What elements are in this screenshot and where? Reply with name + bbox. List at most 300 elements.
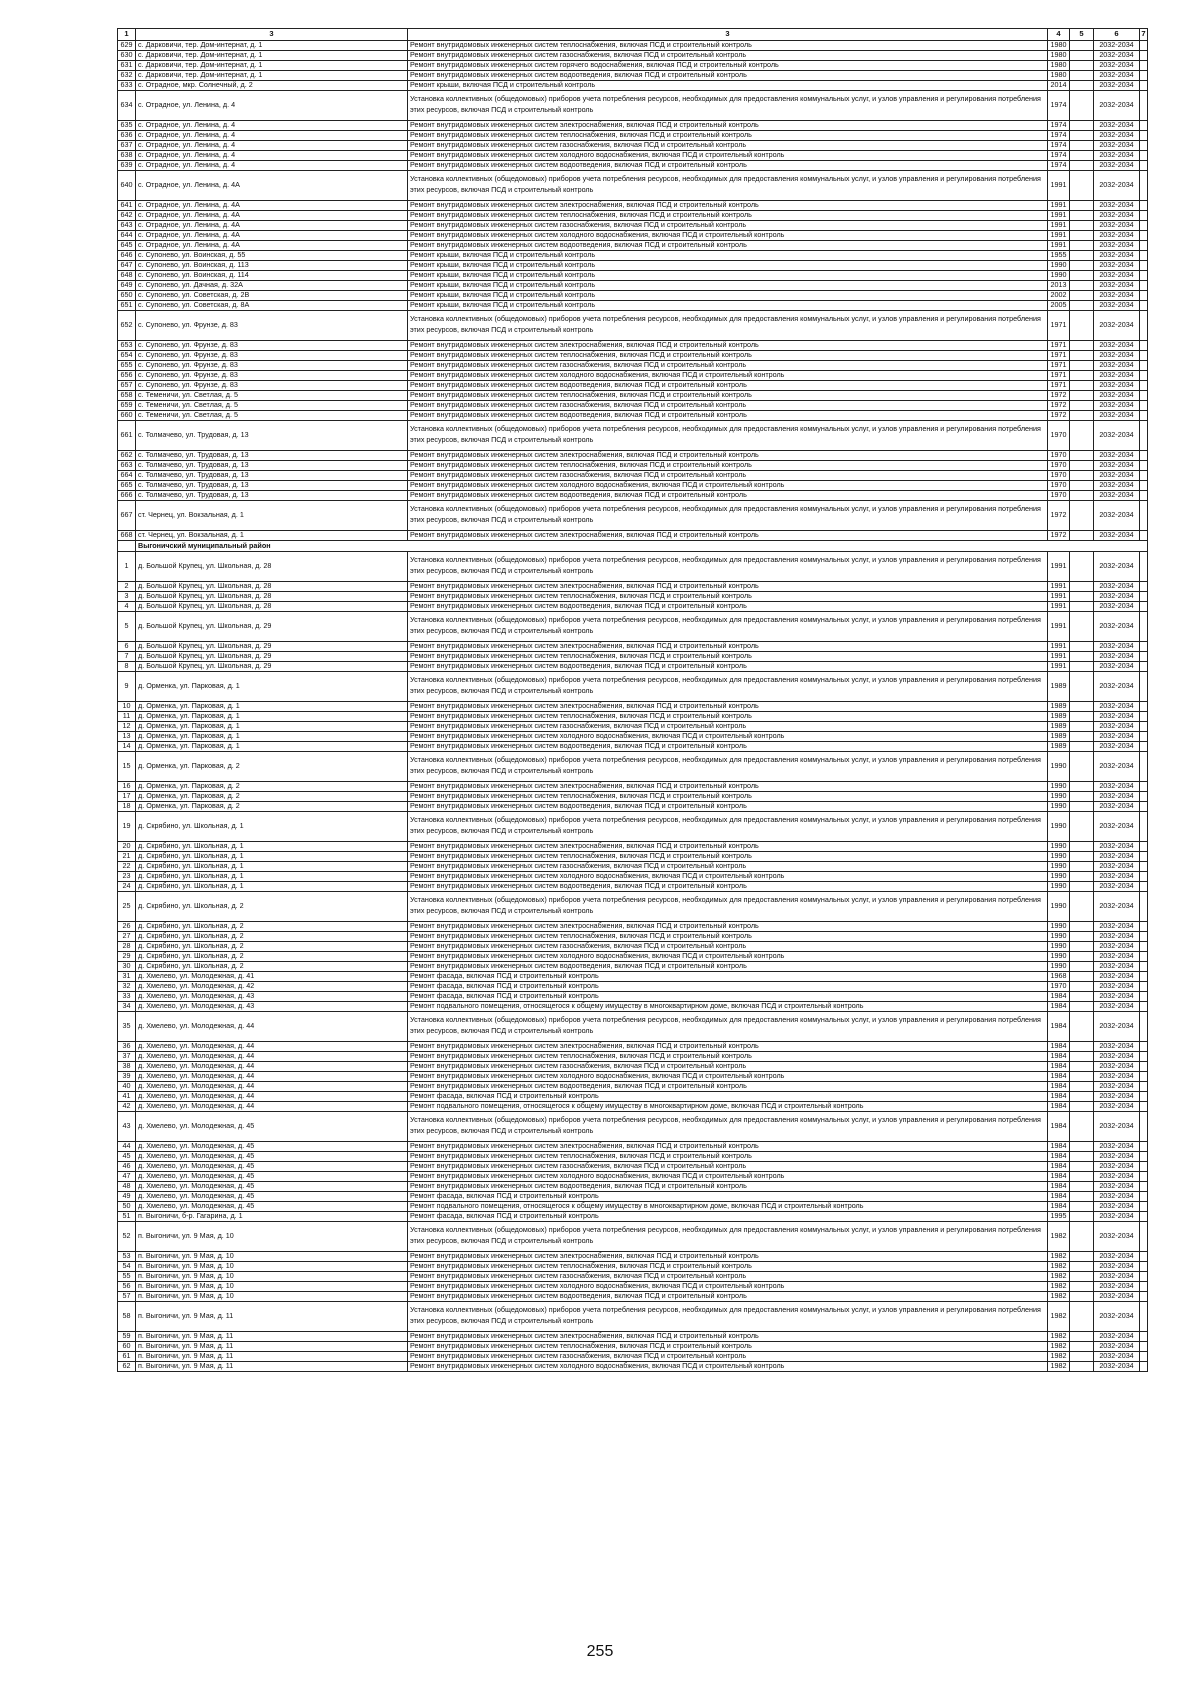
period-cell: 2032-2034 [1094, 461, 1140, 471]
row-number: 62 [118, 1362, 136, 1372]
year-cell: 1989 [1048, 722, 1070, 732]
row-number: 661 [118, 421, 136, 451]
period-cell: 2032-2034 [1094, 1182, 1140, 1192]
address-cell: д. Хмелево, ул. Молодежная, д. 44 [136, 1102, 408, 1112]
period-cell: 2032-2034 [1094, 61, 1140, 71]
year-cell: 1970 [1048, 471, 1070, 481]
work-type-cell: Ремонт внутридомовых инженерных систем водоотведения, включая ПСД и строительный контроль [408, 802, 1048, 812]
empty-col-7-cell [1140, 602, 1148, 612]
work-type-cell: Ремонт внутридомовых инженерных систем газоснабжения, включая ПСД и строительный контроль [408, 1352, 1048, 1362]
row-number: 21 [118, 852, 136, 862]
empty-col-5-cell [1070, 81, 1094, 91]
empty-col-7-cell [1140, 1142, 1148, 1152]
work-type-cell: Установка коллективных (общедомовых) приборов учета потребления ресурсов, необходимых для предоставления коммунальных услуг, и узлов управления и регулирования потребления этих ресурсов, включая ПСД и строительный контроль [408, 91, 1048, 121]
empty-col-7-cell [1140, 992, 1148, 1002]
table-row [118, 662, 1148, 672]
table-row [118, 451, 1148, 461]
empty-col-7-cell [1140, 982, 1148, 992]
empty-col-5-cell [1070, 932, 1094, 942]
row-number: 665 [118, 481, 136, 491]
work-type-cell: Ремонт подвального помещения, относящегося к общему имуществу в многоквартирном доме, включая ПСД и строительный контроль [408, 1102, 1048, 1112]
work-type-cell: Установка коллективных (общедомовых) приборов учета потребления ресурсов, необходимых для предоставления коммунальных услуг, и узлов управления и регулирования потребления этих ресурсов, включая ПСД и строительный контроль [408, 1012, 1048, 1042]
row-number: 41 [118, 1092, 136, 1102]
row-number: 650 [118, 291, 136, 301]
empty-col-5-cell [1070, 91, 1094, 121]
table-row [118, 1352, 1148, 1362]
empty-col-5-cell [1070, 1052, 1094, 1062]
empty-col-7-cell [1140, 702, 1148, 712]
table-row [118, 782, 1148, 792]
address-cell: д. Хмелево, ул. Молодежная, д. 45 [136, 1202, 408, 1212]
row-number: 55 [118, 1272, 136, 1282]
table-row [118, 271, 1148, 281]
row-number: 662 [118, 451, 136, 461]
empty-col-7-cell [1140, 411, 1148, 421]
year-cell: 1990 [1048, 782, 1070, 792]
empty-col-7-cell [1140, 1102, 1148, 1112]
address-cell: с. Отрадное, ул. Ленина, д. 4А [136, 241, 408, 251]
row-number: 34 [118, 1002, 136, 1012]
table-row [118, 882, 1148, 892]
row-number: 43 [118, 1112, 136, 1142]
empty-col-7-cell [1140, 732, 1148, 742]
table-row [118, 501, 1148, 531]
empty-col-7-cell [1140, 1062, 1148, 1072]
year-cell: 1982 [1048, 1222, 1070, 1252]
work-type-cell: Ремонт внутридомовых инженерных систем газоснабжения, включая ПСД и строительный контроль [408, 1272, 1048, 1282]
empty-col-7-cell [1140, 301, 1148, 311]
table-row [118, 1102, 1148, 1112]
year-cell: 1974 [1048, 151, 1070, 161]
address-cell: д. Хмелево, ул. Молодежная, д. 44 [136, 1082, 408, 1092]
table-row [118, 1302, 1148, 1332]
work-type-cell: Ремонт внутридомовых инженерных систем теплоснабжения, включая ПСД и строительный контроль [408, 131, 1048, 141]
table-row [118, 1072, 1148, 1082]
address-cell: с. Супонево, ул. Фрунзе, д. 83 [136, 341, 408, 351]
year-cell: 1995 [1048, 1212, 1070, 1222]
work-type-cell: Ремонт внутридомовых инженерных систем газоснабжения, включая ПСД и строительный контроль [408, 361, 1048, 371]
empty-col-5-cell [1070, 732, 1094, 742]
work-type-cell: Ремонт внутридомовых инженерных систем водоотведения, включая ПСД и строительный контроль [408, 1082, 1048, 1092]
empty-col-5-cell [1070, 421, 1094, 451]
year-cell: 1990 [1048, 812, 1070, 842]
work-type-cell: Ремонт внутридомовых инженерных систем теплоснабжения, включая ПСД и строительный контроль [408, 391, 1048, 401]
empty-col-5-cell [1070, 922, 1094, 932]
empty-col-5-cell [1070, 672, 1094, 702]
table-row [118, 201, 1148, 211]
address-cell: д. Скрябино, ул. Школьная, д. 2 [136, 922, 408, 932]
table-row [118, 982, 1148, 992]
empty-col-7-cell [1140, 361, 1148, 371]
period-cell: 2032-2034 [1094, 862, 1140, 872]
year-cell: 1982 [1048, 1292, 1070, 1302]
address-cell: с. Теменичи, ул. Светлая, д. 5 [136, 401, 408, 411]
empty-col-5-cell [1070, 241, 1094, 251]
empty-col-5-cell [1070, 782, 1094, 792]
year-cell: 1984 [1048, 1082, 1070, 1092]
empty-col-7-cell [1140, 1012, 1148, 1042]
empty-col-7-cell [1140, 1092, 1148, 1102]
address-cell: д. Большой Крупец, ул. Школьная, д. 28 [136, 602, 408, 612]
row-number: 644 [118, 231, 136, 241]
period-cell: 2032-2034 [1094, 371, 1140, 381]
row-number: 635 [118, 121, 136, 131]
row-number: 653 [118, 341, 136, 351]
empty-col-7-cell [1140, 211, 1148, 221]
year-cell: 1984 [1048, 1072, 1070, 1082]
empty-col-5-cell [1070, 411, 1094, 421]
address-cell: п. Выгоничи, ул. 9 Мая, д. 10 [136, 1282, 408, 1292]
period-cell: 2032-2034 [1094, 131, 1140, 141]
work-type-cell: Ремонт крыши, включая ПСД и строительный контроль [408, 291, 1048, 301]
year-cell: 2002 [1048, 291, 1070, 301]
work-type-cell: Ремонт подвального помещения, относящегося к общему имуществу в многоквартирном доме, включая ПСД и строительный контроль [408, 1002, 1048, 1012]
row-number: 656 [118, 371, 136, 381]
period-cell: 2032-2034 [1094, 1202, 1140, 1212]
year-cell: 1968 [1048, 972, 1070, 982]
period-cell: 2032-2034 [1094, 662, 1140, 672]
empty-col-7-cell [1140, 121, 1148, 131]
row-number: 35 [118, 1012, 136, 1042]
year-cell: 1971 [1048, 341, 1070, 351]
empty-col-7-cell [1140, 461, 1148, 471]
row-number: 646 [118, 251, 136, 261]
period-cell: 2032-2034 [1094, 81, 1140, 91]
address-cell: д. Скрябино, ул. Школьная, д. 1 [136, 842, 408, 852]
address-cell: с. Толмачево, ул. Трудовая, д. 13 [136, 451, 408, 461]
address-cell: д. Большой Крупец, ул. Школьная, д. 29 [136, 612, 408, 642]
address-cell: д. Хмелево, ул. Молодежная, д. 44 [136, 1012, 408, 1042]
address-cell: с. Дарковичи, тер. Дом-интернат, д. 1 [136, 61, 408, 71]
empty-col-5-cell [1070, 972, 1094, 982]
table-row [118, 852, 1148, 862]
empty-col-5-cell [1070, 882, 1094, 892]
year-cell: 1971 [1048, 351, 1070, 361]
year-cell: 1984 [1048, 1002, 1070, 1012]
year-cell: 1982 [1048, 1252, 1070, 1262]
empty-col-7-cell [1140, 1082, 1148, 1092]
work-type-cell: Ремонт внутридомовых инженерных систем газоснабжения, включая ПСД и строительный контроль [408, 942, 1048, 952]
address-cell: ст. Чернец, ул. Вокзальная, д. 1 [136, 501, 408, 531]
empty-col-5-cell [1070, 802, 1094, 812]
address-cell: д. Большой Крупец, ул. Школьная, д. 29 [136, 662, 408, 672]
year-cell: 2013 [1048, 281, 1070, 291]
empty-col-5-cell [1070, 1272, 1094, 1282]
table-row [118, 952, 1148, 962]
table-row [118, 962, 1148, 972]
work-type-cell: Ремонт внутридомовых инженерных систем электроснабжения, включая ПСД и строительный контроль [408, 1332, 1048, 1342]
work-type-cell: Ремонт внутридомовых инженерных систем водоотведения, включая ПСД и строительный контроль [408, 71, 1048, 81]
work-type-cell: Ремонт внутридомовых инженерных систем теплоснабжения, включая ПСД и строительный контроль [408, 652, 1048, 662]
period-cell: 2032-2034 [1094, 1272, 1140, 1282]
year-cell: 1991 [1048, 642, 1070, 652]
row-number: 40 [118, 1082, 136, 1092]
year-cell: 1984 [1048, 992, 1070, 1002]
empty-col-5-cell [1070, 582, 1094, 592]
year-cell: 1974 [1048, 121, 1070, 131]
empty-col-5-cell [1070, 41, 1094, 51]
empty-col-5-cell [1070, 612, 1094, 642]
address-cell: п. Выгоничи, ул. 9 Мая, д. 10 [136, 1292, 408, 1302]
table-row [118, 211, 1148, 221]
period-cell: 2032-2034 [1094, 1112, 1140, 1142]
row-number: 23 [118, 872, 136, 882]
table-row [118, 802, 1148, 812]
address-cell: с. Супонево, ул. Фрунзе, д. 83 [136, 371, 408, 381]
period-cell: 2032-2034 [1094, 802, 1140, 812]
work-type-cell: Ремонт внутридомовых инженерных систем электроснабжения, включая ПСД и строительный контроль [408, 341, 1048, 351]
year-cell: 1990 [1048, 962, 1070, 972]
work-type-cell: Ремонт фасада, включая ПСД и строительный контроль [408, 982, 1048, 992]
empty-col-5-cell [1070, 1102, 1094, 1112]
empty-col-5-cell [1070, 1042, 1094, 1052]
table-row [118, 712, 1148, 722]
row-number: 54 [118, 1262, 136, 1272]
empty-col-5-cell [1070, 301, 1094, 311]
address-cell: п. Выгоничи, ул. 9 Мая, д. 11 [136, 1332, 408, 1342]
table-row [118, 291, 1148, 301]
period-cell: 2032-2034 [1094, 712, 1140, 722]
empty-col-7-cell [1140, 1292, 1148, 1302]
period-cell: 2032-2034 [1094, 952, 1140, 962]
table-row [118, 732, 1148, 742]
empty-col-7-cell [1140, 712, 1148, 722]
address-cell: д. Орменка, ул. Парковая, д. 2 [136, 782, 408, 792]
period-cell: 2032-2034 [1094, 1072, 1140, 1082]
address-cell: д. Орменка, ул. Парковая, д. 2 [136, 752, 408, 782]
row-number: 639 [118, 161, 136, 171]
address-cell: с. Супонево, ул. Воинская, д. 114 [136, 271, 408, 281]
table-row [118, 61, 1148, 71]
empty-col-5-cell [1070, 71, 1094, 81]
empty-col-7-cell [1140, 862, 1148, 872]
year-cell: 1990 [1048, 271, 1070, 281]
address-cell: с. Дарковичи, тер. Дом-интернат, д. 1 [136, 51, 408, 61]
empty-col-5-cell [1070, 461, 1094, 471]
year-cell: 1982 [1048, 1362, 1070, 1372]
work-type-cell: Ремонт внутридомовых инженерных систем электроснабжения, включая ПСД и строительный контроль [408, 842, 1048, 852]
empty-col-5-cell [1070, 1212, 1094, 1222]
year-cell: 1980 [1048, 51, 1070, 61]
row-number: 22 [118, 862, 136, 872]
period-cell: 2032-2034 [1094, 652, 1140, 662]
work-type-cell: Ремонт крыши, включая ПСД и строительный контроль [408, 81, 1048, 91]
table-row [118, 421, 1148, 451]
section-blank-cell [118, 541, 136, 552]
empty-col-5-cell [1070, 1142, 1094, 1152]
empty-col-7-cell [1140, 1002, 1148, 1012]
year-cell: 1991 [1048, 592, 1070, 602]
empty-col-7-cell [1140, 271, 1148, 281]
table-row [118, 281, 1148, 291]
period-cell: 2032-2034 [1094, 812, 1140, 842]
address-cell: с. Толмачево, ул. Трудовая, д. 13 [136, 421, 408, 451]
period-cell: 2032-2034 [1094, 1302, 1140, 1332]
empty-col-7-cell [1140, 612, 1148, 642]
work-type-cell: Ремонт внутридомовых инженерных систем теплоснабжения, включая ПСД и строительный контроль [408, 792, 1048, 802]
work-type-cell: Установка коллективных (общедомовых) приборов учета потребления ресурсов, необходимых для предоставления коммунальных услуг, и узлов управления и регулирования потребления этих ресурсов, включая ПСД и строительный контроль [408, 552, 1048, 582]
year-cell: 1982 [1048, 1262, 1070, 1272]
period-cell: 2032-2034 [1094, 1342, 1140, 1352]
period-cell: 2032-2034 [1094, 1042, 1140, 1052]
address-cell: д. Орменка, ул. Парковая, д. 1 [136, 732, 408, 742]
empty-col-7-cell [1140, 141, 1148, 151]
table-row [118, 972, 1148, 982]
period-cell: 2032-2034 [1094, 992, 1140, 1002]
year-cell: 1984 [1048, 1012, 1070, 1042]
address-cell: д. Большой Крупец, ул. Школьная, д. 28 [136, 592, 408, 602]
work-type-cell: Ремонт внутридомовых инженерных систем электроснабжения, включая ПСД и строительный контроль [408, 922, 1048, 932]
row-number: 643 [118, 221, 136, 231]
row-number: 645 [118, 241, 136, 251]
address-cell: ст. Чернец, ул. Вокзальная, д. 1 [136, 531, 408, 541]
table-row [118, 71, 1148, 81]
address-cell: с. Отрадное, ул. Ленина, д. 4 [136, 161, 408, 171]
work-type-cell: Установка коллективных (общедомовых) приборов учета потребления ресурсов, необходимых для предоставления коммунальных услуг, и узлов управления и регулирования потребления этих ресурсов, включая ПСД и строительный контроль [408, 501, 1048, 531]
header-col-5: 5 [1070, 29, 1094, 41]
year-cell: 1984 [1048, 1112, 1070, 1142]
period-cell: 2032-2034 [1094, 702, 1140, 712]
year-cell: 1971 [1048, 311, 1070, 341]
row-number: 15 [118, 752, 136, 782]
year-cell: 1984 [1048, 1102, 1070, 1112]
empty-col-7-cell [1140, 1282, 1148, 1292]
work-type-cell: Ремонт внутридомовых инженерных систем холодного водоснабжения, включая ПСД и строительный контроль [408, 1172, 1048, 1182]
empty-col-5-cell [1070, 742, 1094, 752]
row-number: 663 [118, 461, 136, 471]
work-type-cell: Ремонт внутридомовых инженерных систем газоснабжения, включая ПСД и строительный контроль [408, 221, 1048, 231]
empty-col-5-cell [1070, 451, 1094, 461]
row-number: 651 [118, 301, 136, 311]
empty-col-7-cell [1140, 531, 1148, 541]
year-cell: 1990 [1048, 882, 1070, 892]
period-cell: 2032-2034 [1094, 1092, 1140, 1102]
table-row [118, 401, 1148, 411]
period-cell: 2032-2034 [1094, 251, 1140, 261]
work-type-cell: Ремонт внутридомовых инженерных систем газоснабжения, включая ПСД и строительный контроль [408, 51, 1048, 61]
period-cell: 2032-2034 [1094, 602, 1140, 612]
table-row [118, 411, 1148, 421]
table-row [118, 351, 1148, 361]
work-type-cell: Ремонт внутридомовых инженерных систем теплоснабжения, включая ПСД и строительный контроль [408, 211, 1048, 221]
row-number: 3 [118, 592, 136, 602]
row-number: 6 [118, 642, 136, 652]
empty-col-5-cell [1070, 952, 1094, 962]
work-type-cell: Ремонт внутридомовых инженерных систем водоотведения, включая ПСД и строительный контроль [408, 882, 1048, 892]
work-type-cell: Установка коллективных (общедомовых) приборов учета потребления ресурсов, необходимых для предоставления коммунальных услуг, и узлов управления и регулирования потребления этих ресурсов, включая ПСД и строительный контроль [408, 672, 1048, 702]
empty-col-7-cell [1140, 171, 1148, 201]
year-cell: 1991 [1048, 201, 1070, 211]
row-number: 640 [118, 171, 136, 201]
period-cell: 2032-2034 [1094, 311, 1140, 341]
work-type-cell: Установка коллективных (общедомовых) приборов учета потребления ресурсов, необходимых для предоставления коммунальных услуг, и узлов управления и регулирования потребления этих ресурсов, включая ПСД и строительный контроль [408, 892, 1048, 922]
table-row [118, 742, 1148, 752]
empty-col-7-cell [1140, 642, 1148, 652]
row-number: 8 [118, 662, 136, 672]
address-cell: с. Толмачево, ул. Трудовая, д. 13 [136, 491, 408, 501]
empty-col-7-cell [1140, 782, 1148, 792]
work-type-cell: Ремонт внутридомовых инженерных систем водоотведения, включая ПСД и строительный контроль [408, 241, 1048, 251]
table-row [118, 932, 1148, 942]
address-cell: д. Скрябино, ул. Школьная, д. 1 [136, 812, 408, 842]
year-cell: 1984 [1048, 1092, 1070, 1102]
row-number: 5 [118, 612, 136, 642]
year-cell: 1989 [1048, 742, 1070, 752]
empty-col-5-cell [1070, 351, 1094, 361]
period-cell: 2032-2034 [1094, 1252, 1140, 1262]
row-number: 664 [118, 471, 136, 481]
period-cell: 2032-2034 [1094, 742, 1140, 752]
empty-col-5-cell [1070, 1332, 1094, 1342]
table-row [118, 141, 1148, 151]
period-cell: 2032-2034 [1094, 1162, 1140, 1172]
table-row [118, 391, 1148, 401]
row-number: 18 [118, 802, 136, 812]
address-cell: д. Хмелево, ул. Молодежная, д. 43 [136, 992, 408, 1002]
empty-col-7-cell [1140, 972, 1148, 982]
period-cell: 2032-2034 [1094, 361, 1140, 371]
work-type-cell: Ремонт внутридомовых инженерных систем теплоснабжения, включая ПСД и строительный контроль [408, 1052, 1048, 1062]
period-cell: 2032-2034 [1094, 962, 1140, 972]
year-cell: 1980 [1048, 71, 1070, 81]
empty-col-5-cell [1070, 1352, 1094, 1362]
table-row [118, 1262, 1148, 1272]
period-cell: 2032-2034 [1094, 982, 1140, 992]
empty-col-5-cell [1070, 842, 1094, 852]
address-cell: д. Орменка, ул. Парковая, д. 1 [136, 672, 408, 702]
table-row [118, 842, 1148, 852]
empty-col-7-cell [1140, 51, 1148, 61]
table-row [118, 41, 1148, 51]
work-type-cell: Ремонт крыши, включая ПСД и строительный контроль [408, 271, 1048, 281]
address-cell: д. Скрябино, ул. Школьная, д. 1 [136, 862, 408, 872]
year-cell: 1971 [1048, 361, 1070, 371]
empty-col-5-cell [1070, 371, 1094, 381]
empty-col-5-cell [1070, 1162, 1094, 1172]
work-type-cell: Ремонт внутридомовых инженерных систем водоотведения, включая ПСД и строительный контроль [408, 161, 1048, 171]
table-row [118, 942, 1148, 952]
work-type-cell: Ремонт внутридомовых инженерных систем электроснабжения, включая ПСД и строительный контроль [408, 1142, 1048, 1152]
year-cell: 1972 [1048, 501, 1070, 531]
period-cell: 2032-2034 [1094, 792, 1140, 802]
row-number: 11 [118, 712, 136, 722]
empty-col-5-cell [1070, 261, 1094, 271]
work-type-cell: Ремонт фасада, включая ПСД и строительный контроль [408, 1192, 1048, 1202]
work-type-cell: Ремонт внутридомовых инженерных систем теплоснабжения, включая ПСД и строительный контроль [408, 1342, 1048, 1352]
period-cell: 2032-2034 [1094, 141, 1140, 151]
year-cell: 1982 [1048, 1282, 1070, 1292]
year-cell: 1989 [1048, 702, 1070, 712]
address-cell: с. Толмачево, ул. Трудовая, д. 13 [136, 471, 408, 481]
empty-col-7-cell [1140, 391, 1148, 401]
empty-col-7-cell [1140, 1112, 1148, 1142]
period-cell: 2032-2034 [1094, 411, 1140, 421]
period-cell: 2032-2034 [1094, 241, 1140, 251]
year-cell: 1974 [1048, 161, 1070, 171]
row-number: 56 [118, 1282, 136, 1292]
address-cell: с. Супонево, ул. Советская, д. 8А [136, 301, 408, 311]
empty-col-5-cell [1070, 1192, 1094, 1202]
empty-col-5-cell [1070, 491, 1094, 501]
table-row [118, 481, 1148, 491]
work-type-cell: Установка коллективных (общедомовых) приборов учета потребления ресурсов, необходимых для предоставления коммунальных услуг, и узлов управления и регулирования потребления этих ресурсов, включая ПСД и строительный контроль [408, 421, 1048, 451]
empty-col-5-cell [1070, 652, 1094, 662]
year-cell: 1990 [1048, 892, 1070, 922]
period-cell: 2032-2034 [1094, 41, 1140, 51]
empty-col-5-cell [1070, 271, 1094, 281]
table-row [118, 922, 1148, 932]
address-cell: п. Выгоничи, ул. 9 Мая, д. 10 [136, 1252, 408, 1262]
